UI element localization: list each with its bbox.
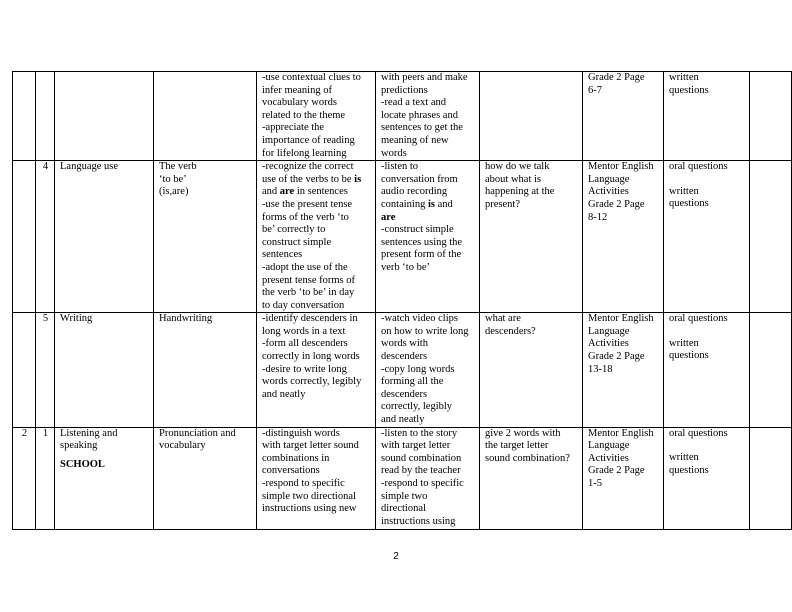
learning-experiences-cell: -listen to conversation from audio recording containing is and are -construct simple sentences using the present form of the verb ‘to be’: [376, 161, 480, 313]
table-row: [13, 427, 792, 529]
assessment-cell: oral questions written questions: [664, 313, 750, 427]
learning-outcomes-cell: -distinguish words with target letter sound combinations in conversations -respond to specific simple two directional instructions using new: [257, 427, 376, 529]
sub-strand-cell: The verb ‘to be’ (is,are): [154, 161, 257, 313]
resources-cell: Grade 2 Page 6-7: [583, 72, 664, 161]
resources-cell: Mentor English Language Activities Grade 2 Page 8-12: [583, 161, 664, 313]
assessment-cell: oral questions written questions: [664, 427, 750, 529]
resources-cell: Mentor English Language Activities Grade 2 Page 1-5: [583, 427, 664, 529]
sub-strand-cell: Handwriting: [154, 313, 257, 427]
lesson-cell: 5: [36, 313, 55, 427]
key-inquiry-cell: give 2 words with the target letter sound combination?: [480, 427, 583, 529]
strand-cell: Writing: [55, 313, 154, 427]
assessment-cell: written questions: [664, 72, 750, 161]
strand-cell: Language use: [55, 161, 154, 313]
week-cell: [13, 72, 36, 161]
strand-cell: [55, 72, 154, 161]
key-inquiry-cell: what are descenders?: [480, 313, 583, 427]
table-row: [13, 161, 792, 313]
table-row: [13, 72, 792, 161]
week-cell: [13, 161, 36, 313]
key-inquiry-cell: how do we talk about what is happening at the present?: [480, 161, 583, 313]
week-cell: [13, 313, 36, 427]
week-cell: 2: [13, 427, 36, 529]
key-inquiry-cell: [480, 72, 583, 161]
lesson-cell: 4: [36, 161, 55, 313]
remarks-cell: [750, 313, 792, 427]
learning-experiences-cell: -listen to the story with target letter sound combination read by the teacher -respond to specific simple two directional instructions using: [376, 427, 480, 529]
assessment-cell: oral questions written questions: [664, 161, 750, 313]
sub-strand-cell: Pronunciation and vocabulary: [154, 427, 257, 529]
table-row: [13, 313, 792, 427]
learning-outcomes-cell: -identify descenders in long words in a text -form all descenders correctly in long words -desire to write long words correctly, legibly and neatly: [257, 313, 376, 427]
remarks-cell: [750, 161, 792, 313]
remarks-cell: [750, 72, 792, 161]
remarks-cell: [750, 427, 792, 529]
resources-cell: Mentor English Language Activities Grade 2 Page 13-18: [583, 313, 664, 427]
lesson-cell: [36, 72, 55, 161]
page-number: 2: [393, 551, 399, 562]
scheme-of-work-table: [12, 71, 792, 530]
strand-cell: Listening and speaking SCHOOL: [55, 427, 154, 529]
lesson-cell: 1: [36, 427, 55, 529]
learning-experiences-cell: -watch video clips on how to write long words with descenders -copy long words forming all the descenders correctly, legibly and neatly: [376, 313, 480, 427]
learning-outcomes-cell: -use contextual clues to infer meaning of vocabulary words related to the theme -appreciate the importance of reading for lifelong learning: [257, 72, 376, 161]
theme-label: SCHOOL: [60, 458, 105, 470]
learning-outcomes-cell: -recognize the correct use of the verbs to be is and are in sentences -use the present tense forms of the verb ‘to be’ correctly to construct simple sentences -adopt the use of the present tense forms of the verb ‘to be’ in day to day conversation: [257, 161, 376, 313]
learning-experiences-cell: with peers and make predictions -read a text and locate phrases and sentences to get the meaning of new words: [376, 72, 480, 161]
sub-strand-cell: [154, 72, 257, 161]
